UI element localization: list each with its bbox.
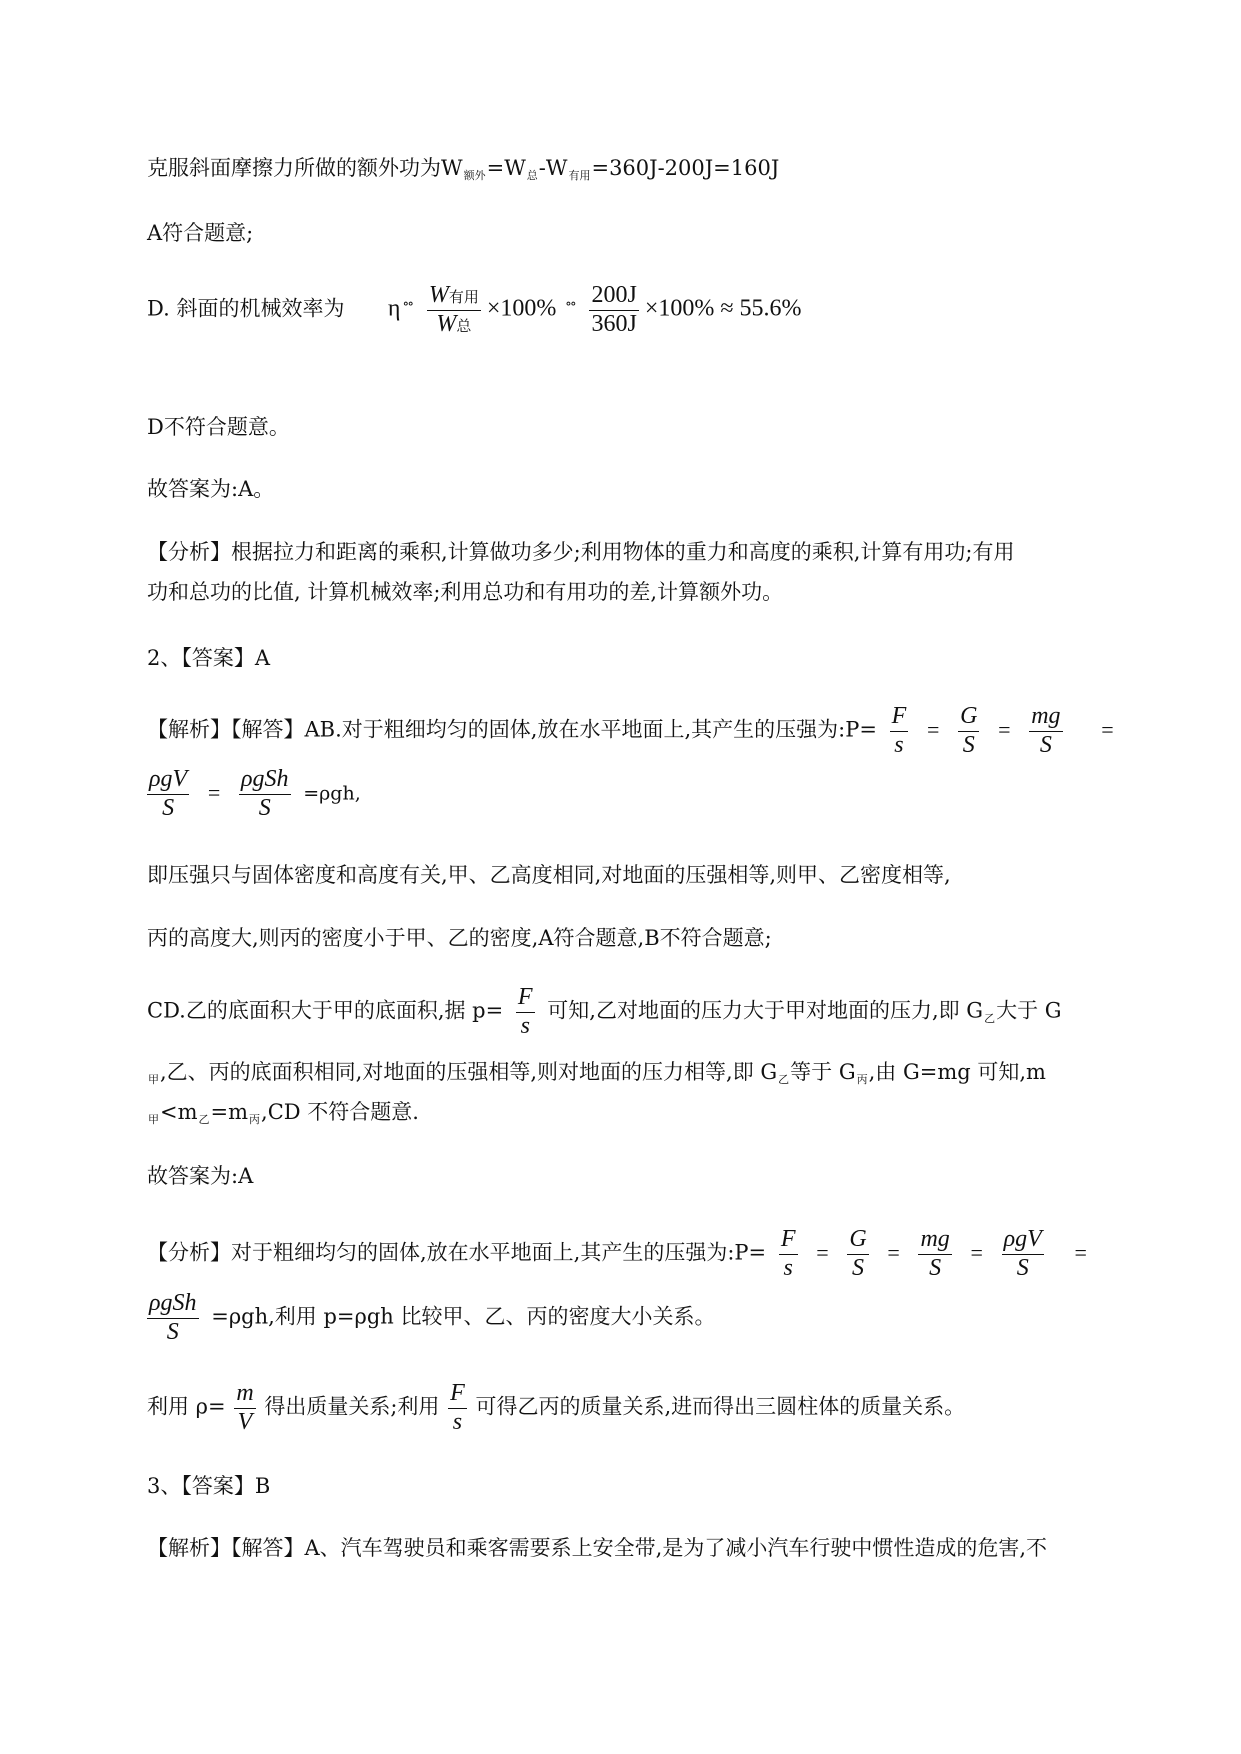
answer-heading-2: 2、【答案】A: [147, 646, 271, 670]
analysis-line-1: 【分析】根据拉力和距离的乘积,计算做功多少;利用物体的重力和高度的乘积,计算有用功;有用: [147, 540, 1015, 564]
text-line-5: 故答案为:A。: [147, 477, 275, 501]
text-line-13: CD.乙的底面积大于甲的底面积,据 p= $\frac{F}{s}$ 可知,乙对地面的压力大于甲对地面的压力,即 G乙大于 G: [147, 984, 1062, 1039]
efficiency-formula-line: D. 斜面的机械效率为 η ∘∘ $\frac{\text{W有用}}{\text{W总}}$ ×100% ∘∘ $\frac{200J}{360J}$ ×100% ≈ 55.6%: [147, 282, 802, 337]
text-line-12: 丙的高度大,则丙的密度小于甲、乙的密度,A符合题意,B不符合题意;: [147, 926, 772, 950]
pressure-formula-line-1: 【解析】【解答】AB.对于粗细均匀的固体,放在水平地面上,其产生的压强为:P= $\frac{F}{s}$ = $\frac{G}{S}$ = $\frac{mg}{S}$ =: [147, 703, 1114, 758]
analysis-line-2: 功和总功的比值, 计算机械效率;利用总功和有用功的差,计算额外功。: [147, 580, 784, 604]
fraction-w-useful-over-w-total: $\frac{\text{W有用}}{\text{W总}}$: [428, 282, 479, 337]
text-line-16: 故答案为:A: [147, 1164, 254, 1188]
pressure-formula-line-2: $\frac{\text{ρgV}}{S}$ = $\frac{\text{ρgSh}}{S}$ =ρgh,: [149, 766, 361, 821]
analysis-formula-line-1: 【分析】对于粗细均匀的固体,放在水平地面上,其产生的压强为:P= $\frac{F}{s}$ = $\frac{G}{S}$ = $\frac{mg}{S}$ = $\frac{\text{ρgV}}{S}$ =: [147, 1226, 1087, 1281]
text-line-14: 甲,乙、丙的底面积相同,对地面的压强相等,则对地面的压力相等,即 G乙等于 G丙,由 G=mg 可知,m: [148, 1060, 1046, 1086]
text-line-1: 克服斜面摩擦力所做的额外功为W额外=W总-W有用=360J-200J=160J: [147, 156, 780, 182]
analysis-formula-line-2: $\frac{\text{ρgSh}}{S}$ =ρgh,利用 p=ρgh 比较甲、乙、丙的密度大小关系。: [149, 1290, 716, 1345]
answer-heading-3: 3、【答案】B: [147, 1474, 271, 1498]
text-line-19: 利用 ρ= $\frac{m}{V}$ 得出质量关系;利用 $\frac{F}{s}$ 可得乙丙的质量关系,进而得出三圆柱体的质量关系。: [147, 1380, 966, 1435]
text-line-21: 【解析】【解答】A、汽车驾驶员和乘客需要系上安全带,是为了减小汽车行驶中惯性造成的危害,不: [147, 1536, 1048, 1560]
fraction-200j-over-360j: $\frac{200J}{360J}$: [591, 282, 637, 337]
text-line-2: A符合题意;: [147, 221, 254, 245]
text-line-4: D不符合题意。: [147, 415, 290, 439]
text-line-11: 即压强只与固体密度和高度有关,甲、乙高度相同,对地面的压强相等,则甲、乙密度相等,: [147, 863, 951, 887]
text-line-15: 甲<m乙=m丙,CD 不符合题意.: [148, 1100, 419, 1126]
